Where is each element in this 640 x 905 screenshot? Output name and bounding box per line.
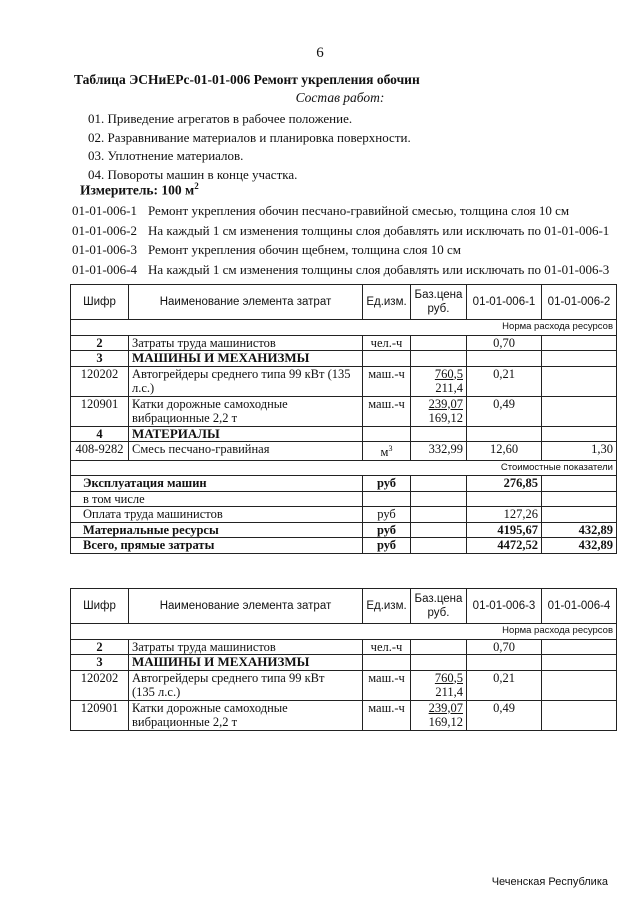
code: 01-01-006-4 — [72, 261, 137, 277]
norm-row: Норма расхода ресурсов — [71, 624, 617, 640]
operation-item: 03. Уплотнение материалов. — [88, 148, 244, 163]
table-row: 120901 Катки дорожные самоходные вибрационные 2,2 т маш.-ч 239,07 169,12 0,49 — [71, 700, 617, 730]
header-unit: Ед.изм. — [363, 589, 411, 624]
table-row: 120901 Катки дорожные самоходные вибрационные 2,2 т маш.-ч 239,07 169,12 0,49 — [71, 396, 617, 426]
header-price: Баз.цена руб. — [411, 285, 467, 320]
header-code-2: 01-01-006-4 — [542, 589, 617, 624]
code-row — [72, 221, 609, 241]
code-description: На каждый 1 см изменения толщины слоя добавлять или исключать по 01-01-006-3 — [148, 261, 610, 277]
code-description: Ремонт укрепления обочин щебнем, толщина слоя 10 см — [148, 242, 461, 257]
table-row: Оплата труда машинистов руб 127,26 — [71, 507, 617, 523]
table-row: 408-9282 Смесь песчано-гравийная $м^3$ 332,99 12,60 1,30 — [71, 442, 617, 461]
code: 01-01-006-2 — [72, 222, 137, 238]
header-code-1: 01-01-006-3 — [467, 589, 542, 624]
code-description: Ремонт укрепления обочин песчано-гравийной смесью, толщина слоя 10 см — [148, 203, 570, 218]
header-name: Наименование элемента затрат — [129, 589, 363, 624]
header-code-1: 01-01-006-1 — [467, 285, 542, 320]
table-row: 120202 Автогрейдеры среднего типа 99 кВт (135 л.с.) маш.-ч 760,5 211,4 0,21 — [71, 670, 617, 700]
total-row: Всего, прямые затраты руб 4472,52 432,89 — [71, 538, 617, 554]
operation-item: 02. Разравнивание материалов и планировка поверхности. — [88, 129, 411, 145]
header-cipher: Шифр — [71, 285, 129, 320]
code: 01-01-006-1 — [72, 203, 137, 218]
code-row — [72, 260, 609, 280]
table-row: Эксплуатация машин руб 276,85 — [71, 476, 617, 492]
page-number: 6 — [316, 45, 324, 61]
section-row: 3 МАШИНЫ И МЕХАНИЗМЫ — [71, 655, 617, 671]
operation-item: 04. Повороты машин в конце участка. — [88, 166, 298, 182]
table-title: Таблица ЭСНиЕРс-01-01-006 Ремонт укрепления обочин — [74, 72, 420, 87]
footer-region: Чеченская Республика — [491, 876, 608, 888]
table-header-row — [71, 285, 617, 320]
resources-table-1 — [70, 284, 617, 554]
table-row: 2 Затраты труда машинистов чел.-ч 0,70 — [71, 639, 617, 655]
operation-item: 01. Приведение агрегатов в рабочее положение. — [88, 111, 353, 126]
code-row — [72, 201, 609, 221]
code-row — [72, 240, 609, 260]
table-row: 2 Затраты труда машинистов чел.-ч 0,70 — [71, 335, 617, 351]
section-row: 4 МАТЕРИАЛЫ — [71, 426, 617, 442]
table-row: в том числе — [71, 491, 617, 507]
measure-unit: Измеритель: 100 $м^2$ — [80, 181, 199, 198]
code-description: На каждый 1 см изменения толщины слоя добавлять или исключать по 01-01-006-1 — [148, 222, 610, 238]
work-composition-heading: Состав работ: — [295, 90, 385, 105]
header-unit: Ед.изм. — [363, 285, 411, 320]
table-row: 120202 Автогрейдеры среднего типа 99 кВт (135 л.с.) маш.-ч 760,5 211,4 0,21 — [71, 366, 617, 396]
cost-row: Стоимостные показатели — [71, 460, 617, 476]
codes-list — [72, 201, 609, 279]
header-price: Баз.цена руб. — [411, 589, 467, 624]
norm-row: Норма расхода ресурсов — [71, 320, 617, 336]
header-cipher: Шифр — [71, 589, 129, 624]
header-code-2: 01-01-006-2 — [542, 285, 617, 320]
section-row: 3 МАШИНЫ И МЕХАНИЗМЫ — [71, 351, 617, 367]
operations-list — [88, 110, 411, 184]
code: 01-01-006-3 — [72, 242, 137, 257]
header-name: Наименование элемента затрат — [129, 285, 363, 320]
resources-table-2 — [70, 588, 617, 731]
table-header-row — [71, 589, 617, 624]
table-row: Материальные ресурсы руб 4195,67 432,89 — [71, 522, 617, 538]
